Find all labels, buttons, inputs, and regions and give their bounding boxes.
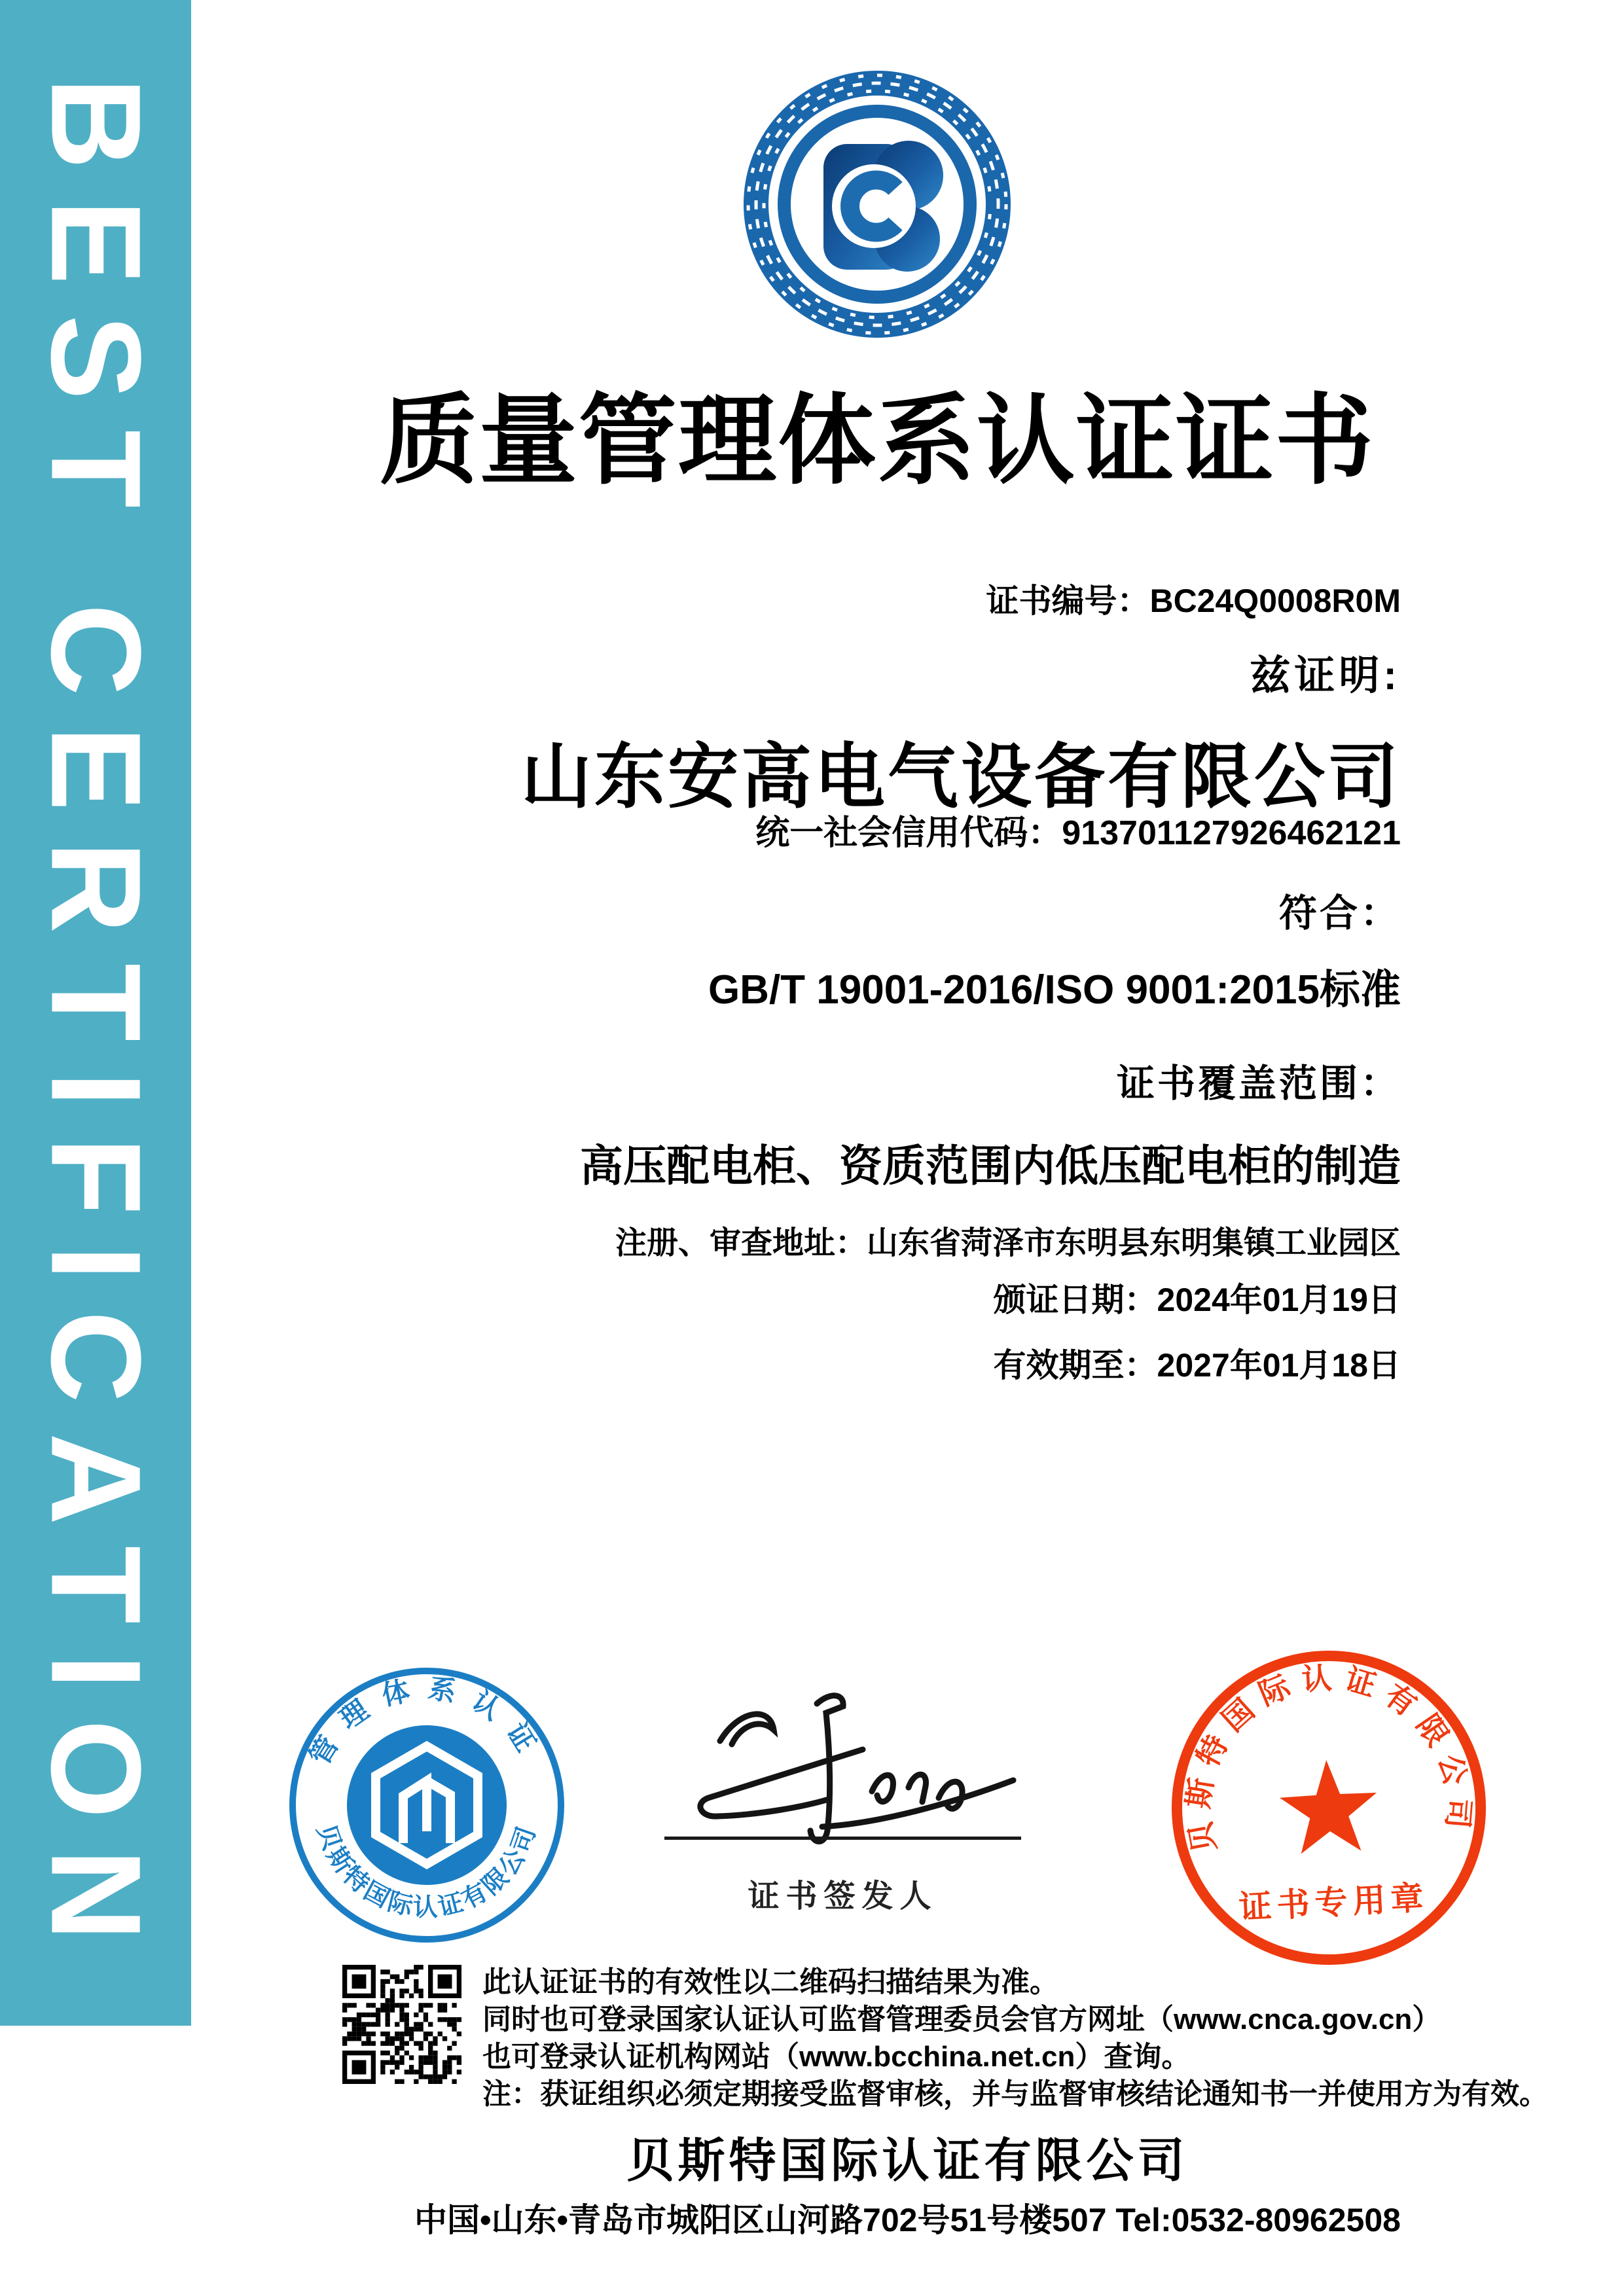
valid-until-label: 有效期至： bbox=[993, 1347, 1157, 1384]
note-line-3: 也可登录认证机构网站（www.bcchina.net.cn）查询。 bbox=[482, 2041, 1191, 2073]
certificate-number-value: BC24Q0008R0M bbox=[1149, 583, 1401, 619]
credit-code-line bbox=[755, 805, 1401, 854]
certificate-number-line bbox=[986, 575, 1401, 622]
note-line-1: 此认证证书的有效性以二维码扫描结果为准。 bbox=[482, 1966, 1058, 1998]
certificate-number-label: 证书编号： bbox=[986, 583, 1150, 619]
registered-address-line bbox=[615, 1217, 1401, 1263]
valid-until-line bbox=[994, 1339, 1401, 1386]
seal-arc-top-text: 管理体系认证 bbox=[303, 1672, 550, 1770]
stamp-arc-text: 贝斯特国际认证有限公司 bbox=[1180, 1660, 1477, 1856]
seal-arc-bottom-text: 贝斯特国际认证有限公司 bbox=[312, 1821, 542, 1922]
bc-logo-icon bbox=[740, 67, 1015, 342]
issue-date-line bbox=[994, 1274, 1401, 1321]
valid-until-value: 2027年01月18日 bbox=[1157, 1347, 1401, 1384]
note-line-4: 注：获证组织必须定期接受监督审核，并与监督审核结论通知书一并使用方为有效。 bbox=[482, 2078, 1548, 2110]
left-banner bbox=[0, 0, 191, 2026]
issuer-address: 中国•山东•青岛市城阳区山河路702号51号楼507 Tel:0532-80962508 bbox=[414, 2202, 1401, 2238]
bc-monogram-icon bbox=[823, 141, 943, 272]
credit-code-value: 913701127926462121 bbox=[1062, 814, 1401, 852]
standard-line: GB/T 19001-2016/ISO 9001:2015标准 bbox=[708, 967, 1401, 1013]
company-name: 山东安高电气设备有限公司 bbox=[520, 737, 1401, 816]
signature bbox=[655, 1672, 1021, 1856]
issue-date-value: 2024年01月19日 bbox=[1157, 1282, 1401, 1318]
issue-date-label: 颁证日期： bbox=[993, 1282, 1157, 1318]
certificate-title: 质量管理体系认证证书 bbox=[379, 386, 1375, 495]
verification-notes bbox=[482, 1964, 1548, 2113]
signature-label: 证书签发人 bbox=[748, 1879, 938, 1914]
issuer-company-name: 贝斯特国际认证有限公司 bbox=[626, 2135, 1189, 2187]
red-stamp-icon bbox=[1165, 1644, 1492, 1971]
signature-line bbox=[664, 1837, 1021, 1840]
registered-address-value: 山东省菏泽市东明县东明集镇工业园区 bbox=[866, 1226, 1401, 1261]
certify-label: 兹证明: bbox=[1250, 653, 1401, 698]
scope-label: 证书覆盖范围： bbox=[1116, 1062, 1401, 1105]
star-icon bbox=[1278, 1757, 1380, 1855]
conform-label: 符合： bbox=[1278, 892, 1401, 935]
credit-code-label: 统一社会信用代码： bbox=[755, 814, 1062, 852]
registered-address-label: 注册、审查地址： bbox=[615, 1226, 867, 1261]
qr-code-icon bbox=[342, 1965, 461, 2084]
note-line-2: 同时也可登录国家认证认可监督管理委员会官方网址（www.cnca.gov.cn） bbox=[482, 2003, 1441, 2036]
accreditation-seal-icon bbox=[276, 1655, 577, 1956]
banner-vertical-text: BEST CERTIFICATION bbox=[24, 77, 168, 1971]
scope-line: 高压配电柜、资质范围内低压配电柜的制造 bbox=[580, 1141, 1401, 1190]
stamp-center-text: 证书专用章 bbox=[1238, 1879, 1430, 1926]
